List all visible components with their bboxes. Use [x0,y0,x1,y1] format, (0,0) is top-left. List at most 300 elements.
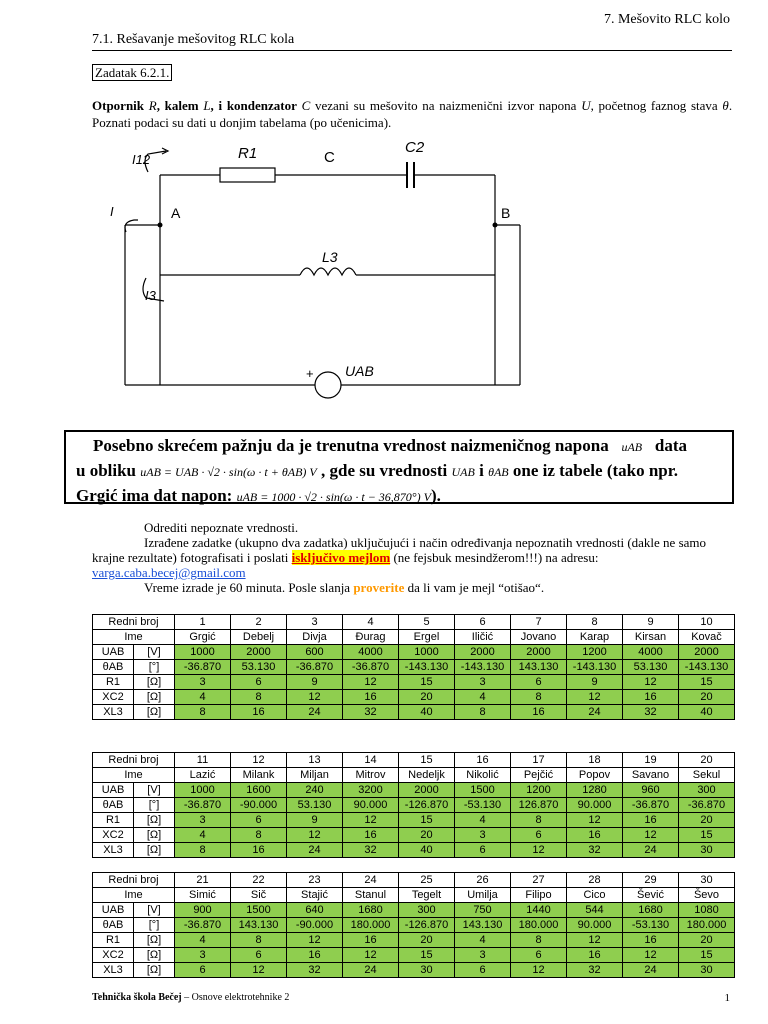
table-cell-name: Mitrov [343,768,399,783]
table-cell-number: 1 [175,615,231,630]
table-cell-name: Đurag [343,630,399,645]
label-r1: R1 [238,145,258,162]
table-cell-number: 16 [455,753,511,768]
table-cell-name: Jovano [511,630,567,645]
table-cell-value: 12 [623,675,679,690]
table-cell-value: -53.130 [623,918,679,933]
table-cell-value: 600 [287,645,343,660]
table-cell-name: Stajić [287,888,343,903]
table-cell-name: Filipo [511,888,567,903]
table-cell-value: 9 [287,675,343,690]
intro-text: . Poznati podaci su dati u donjim tabelama (po učenicima). [92,98,733,130]
table-cell-value: 3 [175,948,231,963]
table-cell-value: 16 [511,705,567,720]
row-quantity: R1 [93,675,134,690]
table-cell-value: 16 [343,933,399,948]
table-row [93,660,735,675]
row-unit: [°] [134,660,175,675]
table-cell-value: 1280 [567,783,623,798]
table-cell-name: Ševo [679,888,735,903]
intro-symbol-r: R [148,98,157,113]
label-uab: UAB [345,363,374,379]
table-cell-value: 1680 [623,903,679,918]
table-cell-value: -126.870 [399,798,455,813]
table-cell-value: 15 [679,675,735,690]
table-row-name [93,888,735,903]
notice-text: i [479,461,484,480]
table-cell-value: 20 [679,933,735,948]
label-l3: L3 [322,249,338,265]
table-cell-value: 8 [231,828,287,843]
data-table-1 [92,614,735,720]
table-cell-value: 16 [343,828,399,843]
table-cell-value: 544 [567,903,623,918]
notice-text: ). [430,486,441,505]
row-unit: [°] [134,918,175,933]
table-cell-value: 8 [175,705,231,720]
notice-box [64,430,734,504]
table-cell-name: Divja [287,630,343,645]
intro-text: Otpornik [92,98,145,113]
instruction-text: da li vam je mejl “otišao“. [407,580,545,595]
row-label: Ime [93,888,175,903]
notice-symbol: UAB [451,465,475,479]
table-cell-value: 750 [455,903,511,918]
table-cell-value: 12 [567,690,623,705]
row-quantity: R1 [93,813,134,828]
row-unit: [Ω] [134,963,175,978]
table-cell-value: 2000 [455,645,511,660]
row-quantity: θAB [93,798,134,813]
table-row-name [93,768,735,783]
table-cell-value: 126.870 [511,798,567,813]
table-cell-name: Sič [231,888,287,903]
row-label: Ime [93,768,175,783]
intro-symbol-u: U [581,98,591,113]
table-row [93,798,735,813]
table-cell-value: 90.000 [343,798,399,813]
table-cell-value: 53.130 [231,660,287,675]
table-cell-value: 3 [175,675,231,690]
table-row [93,690,735,705]
table-row [93,783,735,798]
data-table-2 [92,752,735,858]
table-cell-value: 6 [455,963,511,978]
table-cell-number: 23 [287,873,343,888]
table-cell-number: 14 [343,753,399,768]
table-row [93,645,735,660]
table-cell-value: -36.870 [287,660,343,675]
table-cell-value: 640 [287,903,343,918]
row-quantity: XC2 [93,948,134,963]
table-cell-value: 40 [399,705,455,720]
intro-symbol-l: L [203,98,211,113]
table-cell-value: 12 [343,813,399,828]
table-cell-value: 4000 [623,645,679,660]
table-row-number [93,873,735,888]
table-cell-number: 15 [399,753,455,768]
table-cell-number: 2 [231,615,287,630]
highlight-email-only: isključivo mejlom [291,550,391,565]
row-quantity: XC2 [93,690,134,705]
notice-formula: uAB = UAB · √2 · sin(ω · t + θAB) V [140,465,317,479]
row-label: Redni broj [93,873,175,888]
table-cell-name: Kirsan [623,630,679,645]
table-cell-value: 15 [679,828,735,843]
row-unit: [V] [134,645,175,660]
page-number: 1 [724,992,730,1004]
table-cell-value: 8 [175,843,231,858]
table-row-number [93,753,735,768]
table-cell-name: Lazić [175,768,231,783]
intro-symbol-c: C [301,98,311,113]
table-cell-name: Karap [567,630,623,645]
table-cell-number: 3 [287,615,343,630]
table-cell-name: Kovač [679,630,735,645]
table-cell-number: 8 [567,615,623,630]
table-cell-value: 6 [231,948,287,963]
table-cell-number: 21 [175,873,231,888]
table-cell-number: 30 [679,873,735,888]
label-node-c: C [324,149,335,166]
table-cell-name: Grgić [175,630,231,645]
table-cell-number: 9 [623,615,679,630]
table-cell-value: 6 [511,948,567,963]
table-cell-value: 9 [287,813,343,828]
notice-symbol: uAB [621,440,643,454]
table-cell-value: 20 [399,933,455,948]
table-cell-value: 180.000 [679,918,735,933]
inductor-l3-symbol [300,268,356,275]
intro-text: , i kondenzator [210,98,297,113]
table-cell-name: Cico [567,888,623,903]
table-cell-value: 3 [455,675,511,690]
table-cell-name: Nedeljk [399,768,455,783]
table-cell-name: Miljan [287,768,343,783]
table-cell-value: 20 [679,813,735,828]
table-cell-value: 6 [455,843,511,858]
table-cell-value: 16 [567,948,623,963]
table-cell-value: 12 [567,813,623,828]
table-cell-value: 24 [567,705,623,720]
row-unit: [°] [134,798,175,813]
table-cell-number: 12 [231,753,287,768]
table-cell-value: 9 [567,675,623,690]
table-cell-value: -36.870 [679,798,735,813]
table-cell-value: 12 [623,828,679,843]
table-cell-name: Umilja [455,888,511,903]
row-quantity: R1 [93,933,134,948]
table-cell-value: 32 [567,843,623,858]
table-cell-value: 2000 [399,783,455,798]
table-cell-value: 1500 [455,783,511,798]
table-cell-number: 17 [511,753,567,768]
intro-text: , početnog faznog stava [590,98,718,113]
table-cell-value: 6 [511,675,567,690]
table-cell-number: 18 [567,753,623,768]
label-node-a: A [171,205,181,221]
email-link[interactable]: varga.caba.becej@gmail.com [92,565,246,580]
table-cell-value: 20 [399,690,455,705]
row-quantity: θAB [93,660,134,675]
table-cell-value: 30 [399,963,455,978]
row-unit: [Ω] [134,948,175,963]
table-cell-value: 8 [231,933,287,948]
table-cell-value: 3200 [343,783,399,798]
table-cell-number: 29 [623,873,679,888]
table-cell-value: 6 [175,963,231,978]
table-cell-value: -143.130 [567,660,623,675]
row-quantity: XL3 [93,843,134,858]
table-cell-value: -90.000 [231,798,287,813]
table-cell-value: 1200 [567,645,623,660]
table-cell-value: 32 [287,963,343,978]
table-cell-name: Milank [231,768,287,783]
table-cell-value: 16 [623,933,679,948]
table-cell-value: 2000 [679,645,735,660]
table-cell-number: 13 [287,753,343,768]
table-cell-number: 19 [623,753,679,768]
table-cell-value: 16 [287,948,343,963]
instruction-text: Odrediti nepoznate vrednosti. [144,520,299,535]
table-cell-value: 1000 [175,783,231,798]
table-cell-name: Savano [623,768,679,783]
table-cell-value: 12 [343,948,399,963]
footer-school-name: Tehnička škola Bečej [92,992,182,1003]
intro-symbol-theta: θ [722,98,729,113]
row-quantity: XL3 [93,705,134,720]
row-unit: [Ω] [134,705,175,720]
table-cell-value: 240 [287,783,343,798]
table-cell-value: 15 [399,813,455,828]
table-cell-number: 7 [511,615,567,630]
row-label: Redni broj [93,753,175,768]
table-cell-number: 11 [175,753,231,768]
row-label: Ime [93,630,175,645]
table-cell-value: 4 [175,933,231,948]
table-cell-value: 90.000 [567,798,623,813]
table-cell-value: 143.130 [231,918,287,933]
table-cell-value: 24 [287,705,343,720]
table-cell-value: 16 [623,813,679,828]
table-cell-value: 2000 [231,645,287,660]
table-row [93,933,735,948]
voltage-source-symbol [315,372,341,398]
resistor-r1-symbol [220,168,275,182]
table-cell-value: 24 [287,843,343,858]
table-cell-value: 8 [231,690,287,705]
table-cell-value: 2000 [511,645,567,660]
table-row [93,903,735,918]
table-cell-value: 12 [287,828,343,843]
table-cell-value: -36.870 [175,798,231,813]
row-quantity: UAB [93,903,134,918]
table-cell-value: 24 [343,963,399,978]
notice-symbol: θAB [488,465,509,479]
table-cell-number: 4 [343,615,399,630]
table-row-name [93,630,735,645]
table-cell-number: 28 [567,873,623,888]
table-cell-number: 25 [399,873,455,888]
row-quantity: XC2 [93,828,134,843]
table-cell-value: 12 [623,948,679,963]
table-cell-name: Debelj [231,630,287,645]
row-unit: [Ω] [134,933,175,948]
table-cell-value: 24 [623,963,679,978]
table-cell-value: -36.870 [175,918,231,933]
section-title: 7.1. Rešavanje mešovitog RLC kola [92,32,295,47]
table-cell-value: -53.130 [455,798,511,813]
table-cell-value: 20 [679,690,735,705]
table-cell-value: 1200 [511,783,567,798]
table-cell-value: 12 [511,963,567,978]
table-cell-name: Ergel [399,630,455,645]
table-cell-value: 1000 [175,645,231,660]
table-cell-name: Tegelt [399,888,455,903]
intro-text: , kalem [156,98,199,113]
table-cell-value: 4 [455,690,511,705]
data-table-3 [92,872,735,978]
table-cell-value: 1680 [343,903,399,918]
table-cell-value: 32 [343,843,399,858]
notice-text: u obliku [76,461,137,480]
table-cell-number: 22 [231,873,287,888]
table-cell-value: 6 [511,828,567,843]
table-cell-name: Stanul [343,888,399,903]
table-cell-value: 3 [455,828,511,843]
footer-course: – Osnove elektrotehnike 2 [181,992,290,1003]
table-cell-value: 12 [343,675,399,690]
table-cell-value: 4000 [343,645,399,660]
table-cell-value: 12 [287,933,343,948]
table-cell-number: 27 [511,873,567,888]
table-cell-value: 3 [175,813,231,828]
instruction-text: Izrađene zadatke (ukupno dva zadatka) uključujući i način određivanja nepoznatih vrednosti (dakle ne samo krajne rezultate) fotografisati i poslati [92,535,707,565]
table-cell-name: Šević [623,888,679,903]
notice-text: Posebno skrećem pažnju da je trenutna vrednost naizmeničnog napona [93,436,609,455]
table-cell-number: 10 [679,615,735,630]
table-cell-value: -36.870 [343,660,399,675]
table-cell-value: 300 [679,783,735,798]
notice-text: data [654,436,687,455]
table-cell-value: 16 [231,705,287,720]
notice-text: Grgić ima dat napon: [76,486,233,505]
table-cell-value: 30 [679,963,735,978]
row-quantity: UAB [93,645,134,660]
notice-formula: uAB = 1000 · √2 · sin(ω · t − 36,870°) V [236,490,431,504]
table-cell-value: 3 [455,948,511,963]
table-cell-value: 40 [399,843,455,858]
table-row [93,705,735,720]
table-cell-value: 24 [623,843,679,858]
table-cell-value: 12 [287,690,343,705]
row-quantity: θAB [93,918,134,933]
notice-text: one iz tabele (tako npr. [512,461,678,480]
row-unit: [Ω] [134,843,175,858]
label-i: I [110,204,114,219]
table-row [93,828,735,843]
table-cell-value: 6 [231,675,287,690]
table-cell-value: 8 [511,690,567,705]
row-unit: [V] [134,903,175,918]
table-cell-value: -90.000 [287,918,343,933]
circuit-diagram [100,130,540,410]
table-cell-value: 12 [511,843,567,858]
table-cell-number: 20 [679,753,735,768]
instruction-text: (ne fejsbuk mesindžerom!!!) na adresu: [393,550,599,565]
table-cell-value: 32 [343,705,399,720]
table-cell-value: 1440 [511,903,567,918]
table-cell-number: 26 [455,873,511,888]
label-i12: I12 [132,152,151,167]
table-cell-name: Sekul [679,768,735,783]
table-cell-name: Popov [567,768,623,783]
table-cell-value: 12 [567,933,623,948]
instructions [92,520,732,595]
table-cell-name: Pejčić [511,768,567,783]
table-cell-value: -126.870 [399,918,455,933]
table-cell-value: 180.000 [511,918,567,933]
intro-text: vezani su mešovito na naizmenični izvor napona [315,98,577,113]
row-unit: [V] [134,783,175,798]
highlight-check: proverite [353,580,405,595]
table-cell-name: Nikolić [455,768,511,783]
table-row [93,843,735,858]
row-quantity: UAB [93,783,134,798]
table-cell-value: 30 [679,843,735,858]
table-row [93,918,735,933]
table-cell-value: 15 [399,948,455,963]
notice-text: , gde su vrednosti [320,461,448,480]
table-cell-value: 143.130 [455,918,511,933]
table-cell-name: Iličić [455,630,511,645]
table-cell-value: 900 [175,903,231,918]
row-label: Redni broj [93,615,175,630]
label-plus: + [306,366,314,381]
table-cell-value: 12 [231,963,287,978]
table-cell-value: -36.870 [175,660,231,675]
table-cell-value: 16 [623,690,679,705]
table-cell-value: 53.130 [287,798,343,813]
row-unit: [Ω] [134,828,175,843]
table-cell-value: 32 [567,963,623,978]
table-cell-value: 1600 [231,783,287,798]
table-cell-number: 6 [455,615,511,630]
table-cell-value: 20 [399,828,455,843]
label-i3: I3 [145,288,156,303]
table-cell-value: 1000 [399,645,455,660]
table-cell-value: 16 [343,690,399,705]
table-cell-value: 4 [175,690,231,705]
table-cell-value: 4 [175,828,231,843]
table-cell-value: 4 [455,933,511,948]
table-cell-value: 16 [567,828,623,843]
table-cell-value: 8 [455,705,511,720]
table-cell-name: Simić [175,888,231,903]
table-row [93,948,735,963]
table-cell-value: 90.000 [567,918,623,933]
header-divider [92,50,732,51]
table-cell-number: 24 [343,873,399,888]
row-unit: [Ω] [134,813,175,828]
table-cell-value: 53.130 [623,660,679,675]
task-label: Zadatak 6.2.1. [92,64,172,81]
table-cell-value: 143.130 [511,660,567,675]
table-cell-value: 32 [623,705,679,720]
table-cell-value: 16 [231,843,287,858]
table-cell-value: 15 [679,948,735,963]
table-row [93,813,735,828]
